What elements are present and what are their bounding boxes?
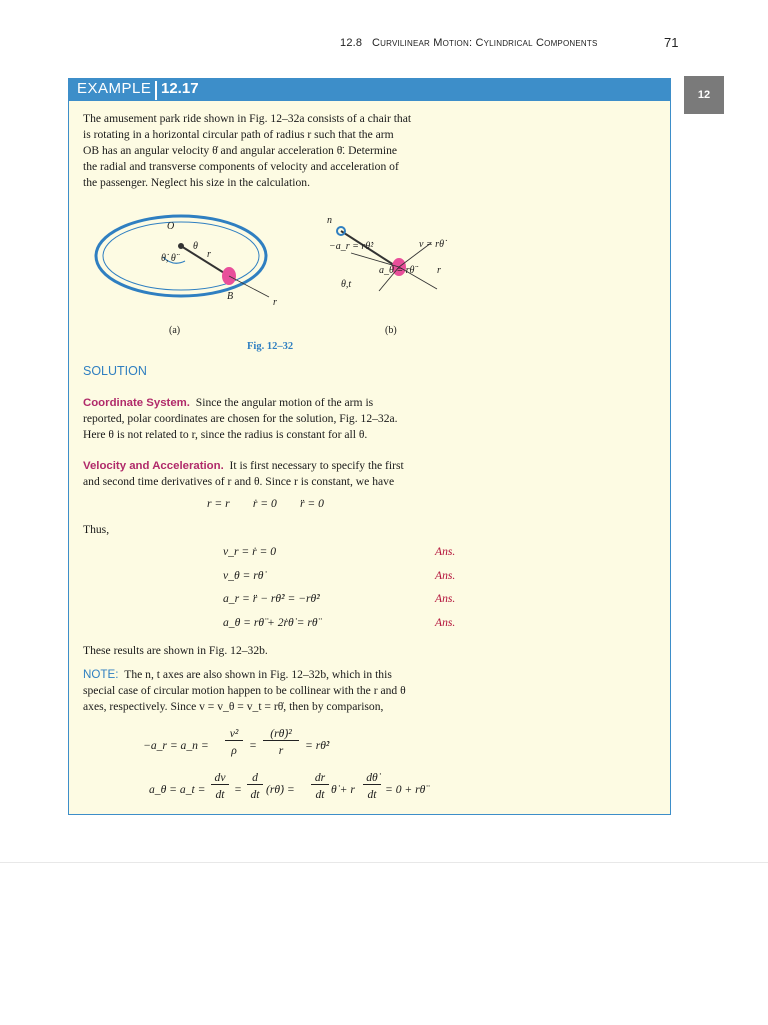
figure-a-label: (a): [169, 325, 181, 336]
ar-equation: a_r = r̈ − rθ̇² = −rθ̇²: [223, 592, 320, 605]
label-ar: −a_r = rθ̇²: [329, 241, 374, 252]
page-number: 71: [664, 35, 679, 50]
problem-statement: The amusement park ride shown in Fig. 12–32a consists of a chair that is rotating in a horizontal circular path of radius r such that the arm OB has an angular velocity θ̇ and angular acceleration θ̈. Determine the radial and transverse components of velocity and acceleration of the passenger. Neglect his size in the calculation.: [83, 112, 412, 189]
label-r-axis-a: r: [273, 297, 277, 308]
label-at: a_θ = rθ̈: [379, 265, 415, 276]
figure-b-label: (b): [385, 325, 397, 336]
ans-atheta: Ans.: [435, 616, 456, 629]
velocity-acceleration-paragraph: Velocity and Acceleration. It is first necessary to specify the first and second time derivatives of r and θ. Since r is constant, we have: [83, 459, 404, 488]
label-v: v = rθ̇: [419, 239, 444, 250]
example-header: [69, 79, 670, 101]
label-o: O: [167, 221, 175, 232]
ans-vtheta: Ans.: [435, 569, 456, 582]
ans-ar: Ans.: [435, 592, 456, 605]
circular-path: [96, 216, 266, 296]
example-divider: [155, 81, 157, 100]
ans-vr: Ans.: [435, 545, 456, 558]
vtheta-equation: v_θ = rθ̇: [223, 569, 264, 582]
note-paragraph: NOTE: The n, t axes are also shown in Fig. 12–32b, which in this special case of circular motion happen to be collinear with the r and θ axes, respectively. Since v = v_θ = v_t = rθ̇, then by comparison,: [83, 668, 406, 713]
example-box: [68, 78, 671, 815]
tangential-acceleration-equation: a_θ = a_t = dv dt = d dt (rθ̇) = dr dt θ̇ + r dθ̇ dt = 0 + rθ̈: [149, 771, 426, 801]
thus-text: Thus,: [83, 523, 110, 536]
vr-equation: v_r = ṙ = 0: [223, 545, 277, 558]
arm-ob: [181, 246, 229, 276]
normal-acceleration-equation: −a_r = a_n = v² ρ = (rθ̇)² r = rθ̇²: [143, 727, 330, 757]
label-r-axis-b: r: [437, 265, 441, 276]
label-theta: θ: [193, 241, 198, 252]
solution-heading: SOLUTION: [83, 364, 147, 378]
running-head: 12.8 Curvilinear Motion: Cylindrical Components: [340, 37, 598, 49]
atheta-equation: a_θ = rθ̈ + 2ṙθ̇ = rθ̈: [223, 616, 318, 629]
derivatives-equation: r = r ṙ = 0 r̈ = 0: [207, 497, 324, 510]
coordinate-system-paragraph: Coordinate System. Since the angular motion of the arm is reported, polar coordinates are chosen for the solution, Fig. 12–32a. Here θ is not related to r, since the radius is constant for all θ.: [83, 396, 398, 441]
results-shown-text: These results are shown in Fig. 12–32b.: [83, 644, 268, 657]
label-n: n: [327, 215, 332, 226]
label-theta-dots: θ̇, θ̈: [161, 253, 176, 264]
example-number: 12.17: [161, 80, 199, 97]
figure-12-32: [89, 201, 449, 346]
viewer-background: [0, 862, 768, 1025]
label-b: B: [227, 291, 234, 302]
figure-caption: Fig. 12–32: [247, 341, 294, 352]
chapter-tab: 12: [684, 76, 724, 114]
label-theta-t: θ,t: [341, 279, 352, 290]
label-r: r: [207, 249, 211, 260]
example-label: EXAMPLE: [77, 80, 152, 97]
